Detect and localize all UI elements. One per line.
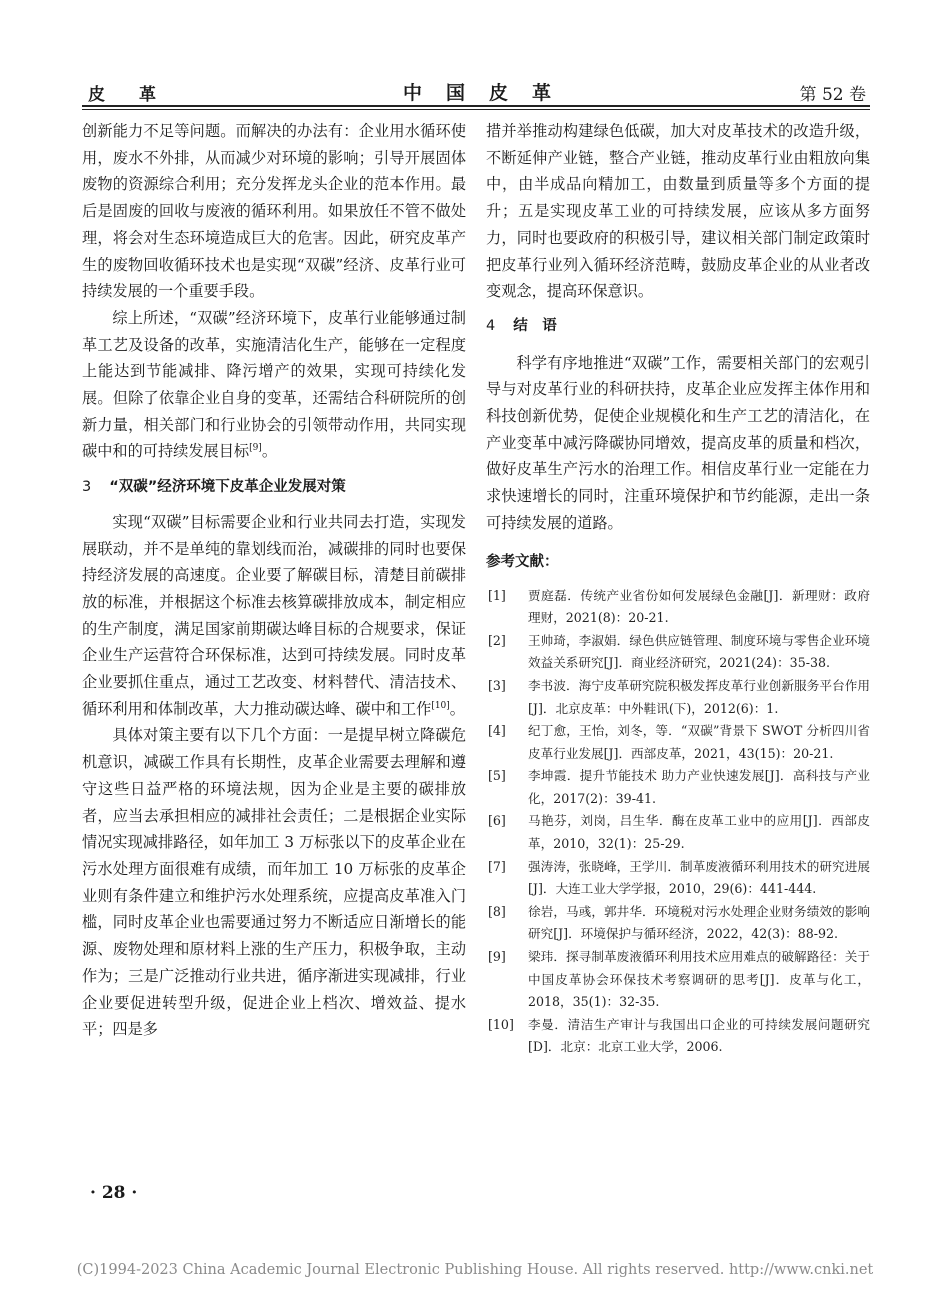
header-rule-thin (82, 109, 870, 110)
reference-text: 李曼．清洁生产审计与我国出口企业的可持续发展问题研究[D]．北京：北京工业大学，2006. (528, 1016, 870, 1055)
reference-number: [4] (488, 723, 506, 739)
references-heading: 参考文献： (486, 553, 559, 570)
reference-text: 马艳芬，刘岗，吕生华．酶在皮革工业中的应用[J]．西部皮革，2010，32(1)：25-29. (528, 813, 870, 852)
paragraph: 创新能力不足等问题。而解决的办法有：企业用水循环使用，废水不外排，从而减少对环境的影响；引导开展固体废物的资源综合利用；充分发挥龙头企业的范本作用。最后是固废的回收与废液的循环利用。如果放任不管不做处理，将会对生态环境造成巨大的危害。因此，研究皮革产生的废物回收循环技术也是实现“双碳”经济、皮革行业可持续发展的一个重要手段。 (82, 122, 466, 301)
volume-label: 第 52 卷 (799, 85, 866, 105)
right-column (486, 118, 870, 1059)
reference-item (486, 946, 870, 1014)
header-rule-thick (82, 105, 870, 107)
reference-item (486, 901, 870, 946)
section-heading-3 (82, 474, 466, 501)
header-section-name: 皮革 (88, 85, 190, 105)
reference-text: 梁玮．探寻制革废液循环利用技术应用难点的破解路径：关于中国皮革协会环保技术考察调研的思考[J]．皮革与化工，2018，35(1)：32-35. (528, 949, 870, 1010)
section-number: 4 (486, 317, 496, 334)
running-header (0, 0, 950, 112)
reference-text: 李坤霞．提升节能技术 助力产业快速发展[J]．高科技与产业化，2017(2)：39-41. (528, 768, 870, 806)
reference-text: 强涛涛，张晓峰，王学川．制革废液循环利用技术的研究进展[J]．大连工业大学学报，2010，29(6)：441-444. (528, 858, 870, 897)
section-heading-4 (486, 313, 870, 340)
journal-title: 中国皮革 (403, 82, 576, 104)
paragraph: 科学有序地推进“双碳”工作，需要相关部门的宏观引导与对皮革行业的科研扶持，皮革企业应发挥主体作用和科技创新优势，促使企业规模化和生产工艺的清洁化，在产业变革中减污降碳协同增效，提高皮革的质量和档次，做好皮革生产污水的治理工作。相信皮革行业一定能在力求快速增长的同时，注重环境保护和节约能源，走出一条可持续发展的道路。 (486, 353, 870, 532)
reference-item (486, 630, 870, 675)
reference-text: 王帅琦，李淑娟．绿色供应链管理、制度环境与零售企业环境效益关系研究[J]．商业经济研究，2021(24)：35-38. (528, 632, 870, 671)
reference-item (486, 1014, 870, 1059)
left-column (82, 118, 466, 1043)
reference-text: 纪丁愈，王怡，刘冬，等．“双碳”背景下 SWOT 分析四川省皮革行业发展[J]．西部皮革，2021，43(15)：20-21. (528, 723, 870, 761)
section-number: 3 (82, 479, 92, 496)
copyright-footer: (C)1994-2023 China Academic Journal Electronic Publishing House. All rights reserved. http://www.cnki.net (76, 1262, 874, 1278)
reference-item (486, 675, 870, 720)
reference-list (486, 585, 870, 1059)
section-title: 结 语 (513, 317, 557, 334)
reference-number: [1] (488, 587, 506, 603)
reference-item (486, 720, 870, 765)
reference-number: [5] (488, 768, 506, 784)
reference-item (486, 585, 870, 630)
citation-marker: [9] (249, 443, 262, 454)
reference-number: [3] (488, 677, 506, 693)
reference-item (486, 810, 870, 855)
paragraph: 实现“双碳”目标需要企业和行业共同去打造，实现发展联动，并不是单纯的靠划线而治，减碳排的同时也要保持经济发展的高速度。企业要了解碳目标，清楚目前碳排放的标准，并根据这个标准去核算碳排放成本，制定相应的生产制度，满足国家前期碳达峰目标的合规要求，保证企业生产运营符合环保标准，达到可持续发展。同时皮革企业要抓住重点，通过工艺改变、材料替代、清洁技术、循环利用和体制改革，大力推动碳达峰、碳中和工作[10]。 (82, 512, 466, 718)
reference-item (486, 765, 870, 810)
paragraph: 具体对策主要有以下几个方面：一是提早树立降碳危机意识，减碳工作具有长期性，皮革企业需要去理解和遵守这些日益严格的环境法规，因为企业是主要的碳排放者，应当去承担相应的减排社会责任；二是根据企业实际情况实现减排路径，如年加工 3 万标张以下的皮革企业在污水处理方面很难有成绩，而年加工 10 万标张的皮革企业则有条件建立和维护污水处理系统，应提高皮革准入门槛，同时皮革企业也需要通过努力不断适应日渐增长的能源、废物处理和原材料上涨的生产压力，积极争取，主动作为；三是广泛推动行业共进，循序渐进实现减排，行业企业要促进转型升级，促进企业上档次、增效益、提水平；四是多 (82, 726, 466, 1039)
reference-number: [2] (488, 632, 506, 648)
reference-number: [6] (488, 813, 506, 829)
reference-number: [7] (488, 858, 506, 874)
reference-text: 徐岩，马彧，郭井华．环境税对污水处理企业财务绩效的影响研究[J]．环境保护与循环经济，2022，42(3)：88-92. (528, 903, 870, 942)
reference-text: 贾庭磊．传统产业省份如何发展绿色金融[J]．新理财：政府理财，2021(8)：20-21. (528, 587, 870, 626)
reference-number: [8] (488, 903, 506, 919)
reference-number: [10] (488, 1016, 514, 1032)
reference-number: [9] (488, 949, 506, 965)
reference-item (486, 856, 870, 901)
paragraph: 措并举推动构建绿色低碳，加大对皮革技术的改造升级，不断延伸产业链，整合产业链，推动皮革行业由粗放向集中，由半成品向精加工，由数量到质量等多个方面的提升；五是实现皮革工业的可持续发展，应该从多方面努力，同时也要政府的积极引导，建议相关部门制定政策时把皮革行业列入循环经济范畴，鼓励皮革企业的从业者改变观念，提高环保意识。 (486, 122, 870, 301)
section-title: “双碳”经济环境下皮革企业发展对策 (109, 479, 346, 496)
paragraph: 综上所述，“双碳”经济环境下，皮革行业能够通过制革工艺及设备的改革，实施清洁化生产，能够在一定程度上能达到节能减排、降污增产的效果，实现可持续化发展。但除了依靠企业自身的变革，还需结合科研院所的创新力量，相关部门和行业协会的引领带动作用，共同实现碳中和的可持续发展目标[9]。 (82, 308, 466, 461)
citation-marker: [10] (431, 700, 450, 711)
page-number: · 28 · (90, 1183, 138, 1203)
reference-text: 李书波．海宁皮革研究院积极发挥皮革行业创新服务平台作用[J]．北京皮革：中外鞋讯(下)，2012(6)：1. (528, 677, 870, 716)
